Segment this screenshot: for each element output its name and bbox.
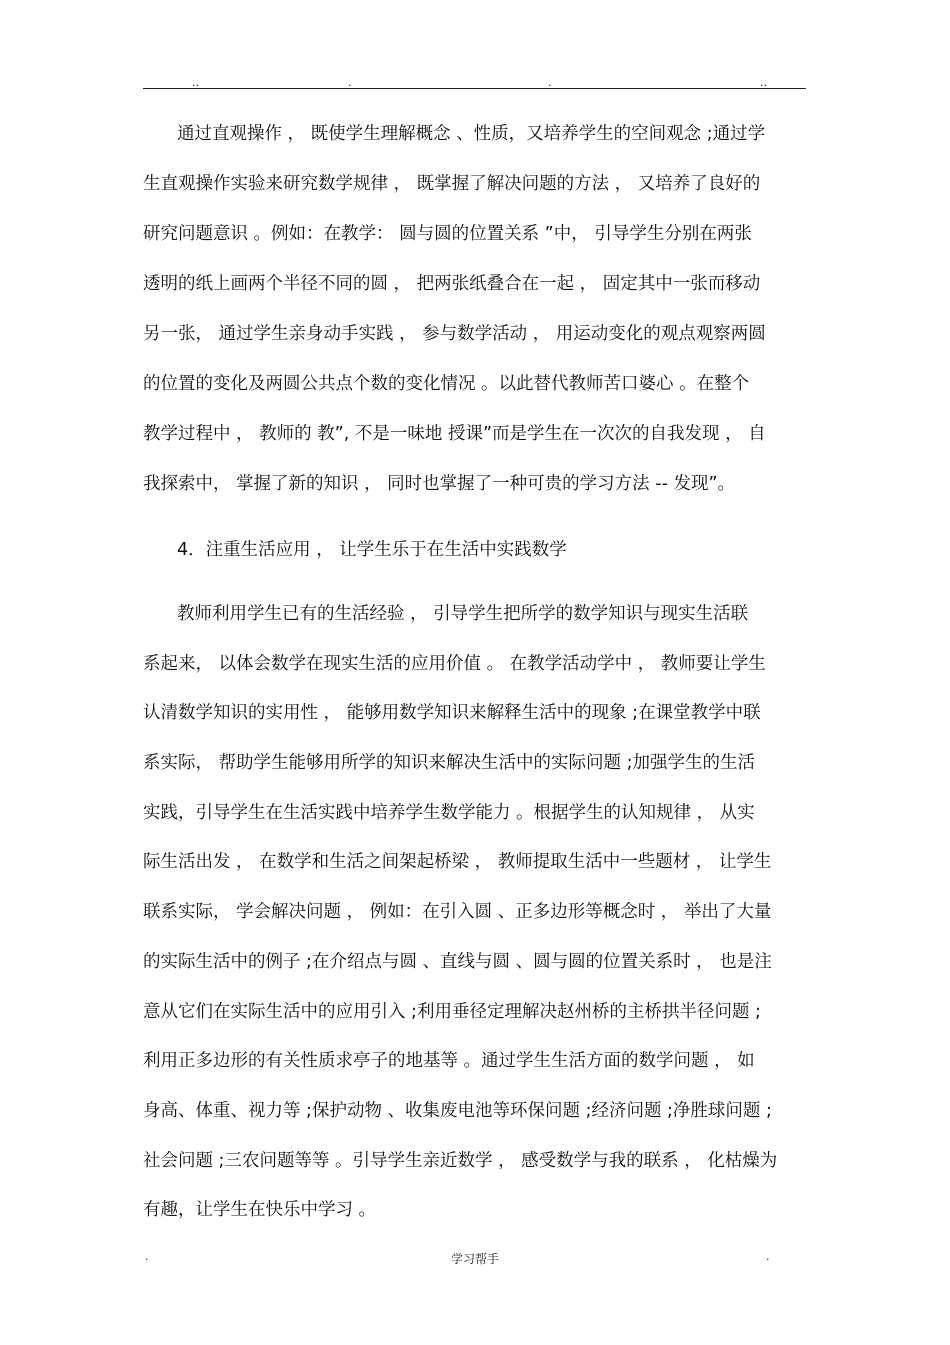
text-line: 实践，引导学生在生活实践中培养学生数学能力 。根据学生的认知规律 ， 从实 xyxy=(143,803,755,823)
header-dot: . xyxy=(348,76,352,89)
text-line: 系起来， 以体会数学在现实生活的应用价值 。 在教学活动学中 ， 教师要让学生 xyxy=(143,654,766,674)
text-line: 社会问题 ;三农问题等等 。引导学生亲近数学 ， 感受数学与我的联系 ， 化枯燥为 xyxy=(143,1151,778,1171)
text-line: 的位置的变化及两圆公共点个数的变化情况 。以此替代教师苦口婆心 。在整个 xyxy=(143,374,750,394)
section-heading: 4．注重生活应用 ， 让学生乐于在生活中实践数学 xyxy=(177,540,567,560)
text-line: 教师利用学生已有的生活经验 ， 引导学生把所学的数学知识与现实生活联 xyxy=(177,604,749,624)
text-line: 生直观操作实验来研究数学规律 ， 既掌握了解决问题的方法 ， 又培养了良好的 xyxy=(143,174,761,194)
header-rule xyxy=(143,88,806,89)
footer-label: 学习帮手 xyxy=(450,1252,499,1266)
text-line: 利用正多边形的有关性质求亭子的地基等 。通过学生生活方面的数学问题 ， 如 xyxy=(143,1051,755,1071)
header-dot: .. xyxy=(760,76,767,89)
text-line: 我探索中， 掌握了新的知识 ， 同时也掌握了一种可贵的学习方法 -- 发现”。 xyxy=(143,474,736,494)
footer-dot: . xyxy=(145,1250,149,1263)
text-line: 认清数学知识的实用性 ， 能够用数学知识来解释生活中的现象 ;在课堂教学中联 xyxy=(143,703,761,723)
header-dot: .. xyxy=(192,76,199,89)
text-line: 另一张， 通过学生亲身动手实践 ， 参与数学活动 ， 用运动变化的观点观察两圆 xyxy=(143,324,766,344)
text-line: 透明的纸上画两个半径不同的圆 ， 把两张纸叠合在一起 ， 固定其中一张而移动 xyxy=(143,274,761,294)
text-line: 意从它们在实际生活中的应用引入 ;利用垂径定理解决赵州桥的主桥拱半径问题 ; xyxy=(143,1002,761,1022)
text-line: 联系实际， 学会解决问题 ， 例如：在引入圆 、正多边形等概念时 ， 举出了大量 xyxy=(143,902,772,922)
footer-dot: . xyxy=(766,1250,770,1263)
text-line: 通过直观操作 ， 既使学生理解概念 、性质，又培养学生的空间观念 ;通过学 xyxy=(177,124,766,144)
header-dot: . xyxy=(548,76,552,89)
text-line: 身高、体重、视力等 ;保护动物 、收集废电池等环保问题 ;经济问题 ;净胜球问题 ; xyxy=(143,1101,772,1121)
text-line: 研究问题意识 。例如：在教学： 圆与圆的位置关系 ”中， 引导学生分别在两张 xyxy=(143,224,752,244)
text-line: 系实际， 帮助学生能够用所学的知识来解决生活中的实际问题 ;加强学生的生活 xyxy=(143,753,756,773)
text-line: 有趣，让学生在快乐中学习 。 xyxy=(143,1200,377,1220)
text-line: 的实际生活中的例子 ;在介绍点与圆 、直线与圆 、圆与圆的位置关系时 ， 也是注 xyxy=(143,952,772,972)
text-line: 际生活出发 ， 在数学和生活之间架起桥梁 ， 教师提取生活中一些题材 ， 让学生 xyxy=(143,852,772,872)
text-line: 教学过程中 ， 教师的 教”, 不是一味地 授课”而是学生在一次次的自我发现 ， 自 xyxy=(143,424,766,444)
